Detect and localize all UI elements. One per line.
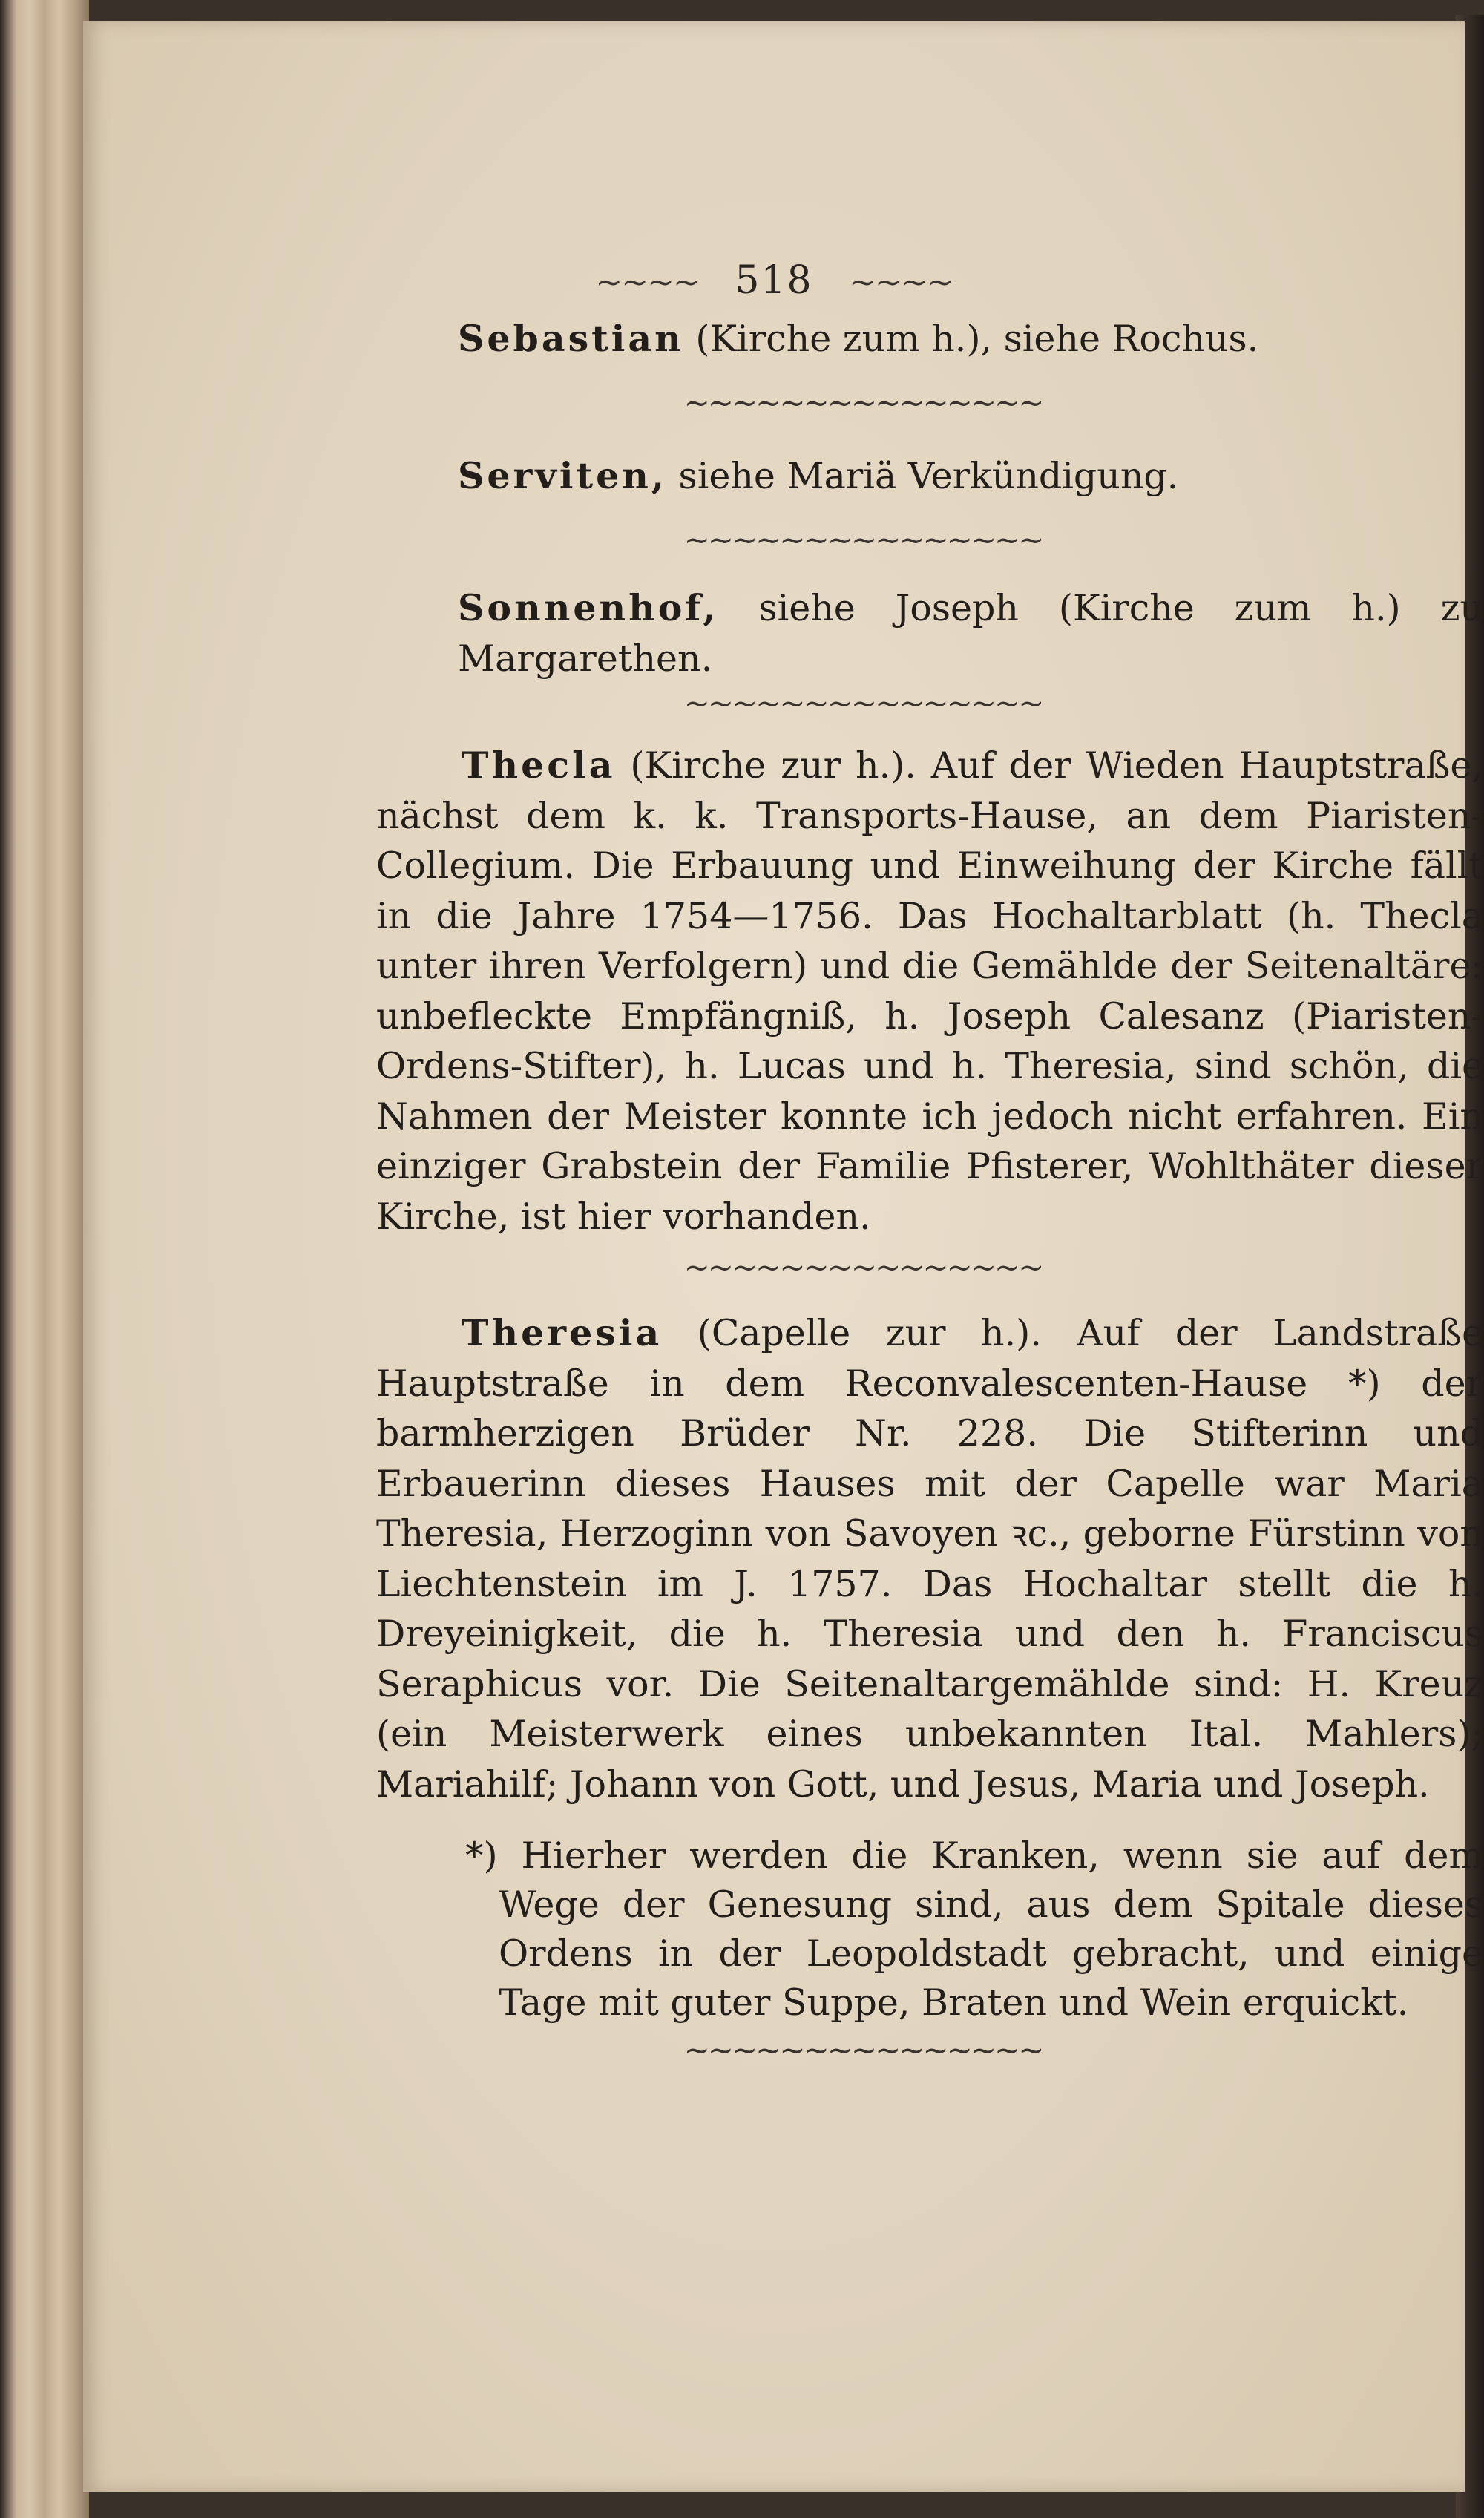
entry-sebastian — [458, 314, 1483, 364]
footnote-text: Hierher werden die Kranken, wenn sie auf dem Wege der Genesung sind, aus dem Spitale dieses Ordens in der Leopoldstadt gebracht, und einige Tage mit guter Suppe, Braten und Wein erquickt. — [497, 1835, 1483, 2024]
entry-thecla — [376, 741, 1483, 1242]
page-header — [83, 258, 1465, 303]
entry-text: (Kirche zum h.), siehe Rochus. — [683, 318, 1259, 360]
entry-text: siehe Joseph (Kirche zum h.) zu Margarethen. — [458, 587, 1483, 680]
header-flourish-left: ~~~~ — [595, 263, 699, 301]
entry-sonnenhof — [458, 583, 1483, 683]
separator-rule: ~~~~~~~~~~~~~~~ — [683, 1249, 1043, 1285]
separator-rule: ~~~~~~~~~~~~~~~ — [683, 384, 1043, 421]
entry-text: (Capelle zur h.). Auf der Landstraße Hauptstraße in dem Reconvalescenten-Hause *) der barmherzigen Brüder Nr. 228. Die Stifterinn und Erbauerinn dieses Hauses mit der Capelle war Maria Theresia, Herzoginn von Savoyen ꝛc., geborne Fürstinn von Liechtenstein im J. 1757. Das Hochaltar stellt die h. Dreyeinigkeit, die h. Theresia und den h. Franciscus Seraphicus vor. Die Seitenaltargemählde sind: H. Kreuz (ein Meisterwerk eines unbekannten Ital. Mahlers); Mariahilf; Johann von Gott, und Jesus, Maria und Joseph. — [376, 1312, 1483, 1806]
entry-text: siehe Mariä Verkündigung. — [666, 455, 1179, 497]
header-flourish-right: ~~~~ — [849, 263, 953, 301]
separator-rule: ~~~~~~~~~~~~~~~ — [683, 522, 1043, 558]
footnote-mark: *) — [465, 1835, 498, 1877]
book-page — [83, 21, 1483, 2492]
footnote — [465, 1832, 1483, 2027]
entry-lead: Serviten, — [458, 454, 667, 497]
separator-rule: ~~~~~~~~~~~~~~~ — [683, 2032, 1043, 2068]
entry-lead: Thecla — [462, 744, 616, 787]
book-page-stack-edge — [0, 0, 89, 2518]
entry-lead: Sebastian — [458, 317, 684, 360]
entry-lead: Theresia — [462, 1311, 663, 1354]
page-number: 518 — [735, 258, 813, 303]
separator-rule: ~~~~~~~~~~~~~~~ — [683, 685, 1043, 721]
entry-text: (Kirche zur h.). Auf der Wieden Hauptstraße, nächst dem k. k. Transports-Hause, an dem Piaristen-Collegium. Die Erbauung und Einweihung der Kirche fällt in die Jahre 1754—1756. Das Hochaltarblatt (h. Thecla unter ihren Verfolgern) und die Gemählde der Seitenaltäre: unbefleckte Empfängniß, h. Joseph Calesanz (Piaristen-Ordens-Stifter), h. Lucas und h. Theresia, sind schön, die Nahmen der Meister konnte ich jedoch nicht erfahren. Ein einziger Grabstein der Familie Pfisterer, Wohlthäter dieser Kirche, ist hier vorhanden. — [376, 744, 1483, 1238]
entry-lead: Sonnenhof, — [458, 586, 719, 629]
entry-theresia — [376, 1308, 1483, 1809]
entry-serviten — [458, 451, 1483, 502]
